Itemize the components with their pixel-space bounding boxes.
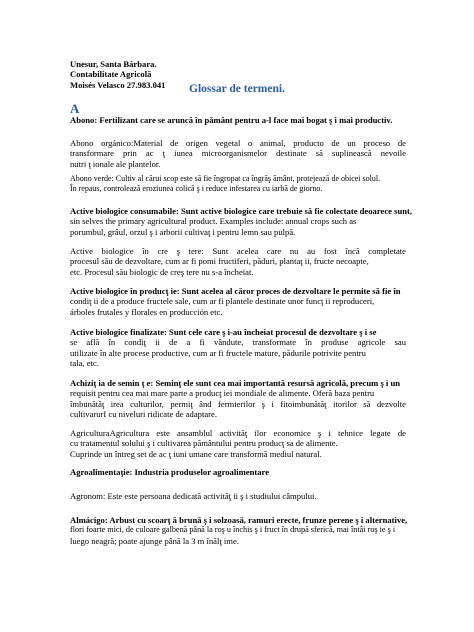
entry-active-crestere	[70, 246, 406, 277]
entry-active-consumabile	[70, 206, 413, 237]
entry-line: Active biologice finalizate: Sunt cele care ş i-au încheiat procesul de dezvoltare ş i se	[70, 327, 377, 337]
page-title: Glossar de termeni.	[189, 83, 285, 95]
entry-agroalimentatie	[70, 467, 406, 477]
entry-line: Agroalimentaţie: Industria produselor agroalimentare	[70, 467, 270, 477]
section-letter: A	[70, 101, 80, 116]
entry-line: nutri ţ ionale ale plantelor.	[70, 158, 161, 169]
entry-line: condiţ ii de a produce fructele sale, cum ar fi plantele destinate unor funcţ ii reproduceri,	[70, 296, 375, 307]
entry-line: cu tratamentul solului ş i cultivarea pământului pentru producţ sa de alimente.	[70, 438, 338, 449]
entry-abono	[70, 115, 406, 125]
entry-almacigo	[70, 515, 406, 546]
entry-line: Abono verde: Cultiv al cărui scop este să fie îngropat ca îngrăş ământ, protejează de obicei solul.	[70, 174, 381, 183]
entry-line: árboles frutales y florales en producción etc.	[70, 306, 223, 317]
entry-abono-verde	[70, 174, 406, 195]
entry-line: utilizate în alte procese productive, cum ar fi fructele mature, pădurile potrivite pentru	[70, 347, 366, 358]
entry-line: procesul său de dezvoltare, cum ar fi pomi fructiferi, păduri, plantaţ ii, fructe necoapte,	[70, 256, 369, 267]
entry-line: îmbunătăţ irea culturilor, permiţ ând fermierilor ş i fitoimbunătăţ itorilor să dezvolte	[70, 398, 406, 409]
entry-line: luego neagră; poate ajunge până la 3 m înălţ ime.	[70, 535, 239, 546]
entry-line: Achiziţ ia de semin ţ e: Seminţ ele sunt cea mai importantă resursă agricolă, precum ş i un	[70, 378, 401, 388]
entry-line: Cuprinde un întreg set de ac ţ iuni umane care transformă mediul natural.	[70, 448, 322, 459]
entry-line: Active biologice consumabile: Sunt active biologice care trebuie să fie colectate deoarece sunt,	[70, 206, 413, 216]
entry-line: porumbul, grâul, orzul ş i arborii cultivaţ i pentru lemn sau pulpă.	[70, 226, 296, 237]
entry-line: tala, etc.	[70, 358, 99, 369]
entry-line: cultivarurI cu niveluri ridicate de adaptare.	[70, 409, 217, 420]
entry-active-productie	[70, 286, 406, 317]
entry-achizitia	[70, 378, 406, 420]
entry-line: Almácigo: Arbust cu scoarţ ă brună ş i solzoasă, ramuri erecte, frunze perene ş i alternative,	[70, 515, 408, 525]
entry-line: Active biologice în cre ş tere: Sunt acelea care nu au fost încă completate	[70, 246, 406, 256]
entry-agricultura	[70, 428, 406, 459]
entry-line: flori foarte mici, de culoare galbenă până la roş u închis ş i fruct în drupă sferică, mai întâi roş ie ş i	[70, 525, 396, 535]
course-name: Contabilitate Agricolă	[70, 69, 152, 80]
entry-line: Abono: Fertilizant care se aruncă în pământ pentru a-l face mai bogat ş i mai productiv.	[70, 115, 393, 125]
entry-line: transformare prin ac ţ iunea microorganismelor destinate să suplinească nevoile	[70, 148, 406, 159]
entry-line: sin selves the primary agricultural product. Examples include: annual crops such as	[70, 216, 357, 227]
entry-agronom	[70, 491, 406, 501]
school-name: Unesur, Santa Bárbara.	[70, 59, 157, 69]
entry-abono-organico	[70, 138, 406, 169]
entry-line: AgriculturaAgricultura este ansamblul activităţ ilor economice ş i tehnice legate de	[70, 428, 406, 438]
entry-line: În repaus, controlează eroziunea colică ş i reduce infestarea cu iarbă de giorno.	[70, 184, 323, 194]
entry-line: Active biologice în producţ ie: Sunt acelea al căror proces de dezvoltare le permite să fie în	[70, 286, 401, 296]
entry-line: Abono orgánico:Material de origen vegetal o animal, producto de un proceso de	[70, 138, 406, 148]
entry-line: se află în condiţ ii de a fi vândute, transformate în produse agricole sau	[70, 337, 406, 348]
author-name: Moisés Velasco 27.983.041	[70, 79, 166, 90]
entry-line: etc. Procesul său biologic de creş tere nu s-a încheiat.	[70, 266, 254, 277]
entry-line: requisit pentru cea mai mare parte a producţ iei mondiale de alimente. Oferă baza pentru	[70, 388, 375, 399]
entry-active-finalizate	[70, 327, 406, 369]
entry-line: Agronom: Este este persoana dedicată activităţ ii ş i studiului câmpului.	[70, 491, 317, 501]
